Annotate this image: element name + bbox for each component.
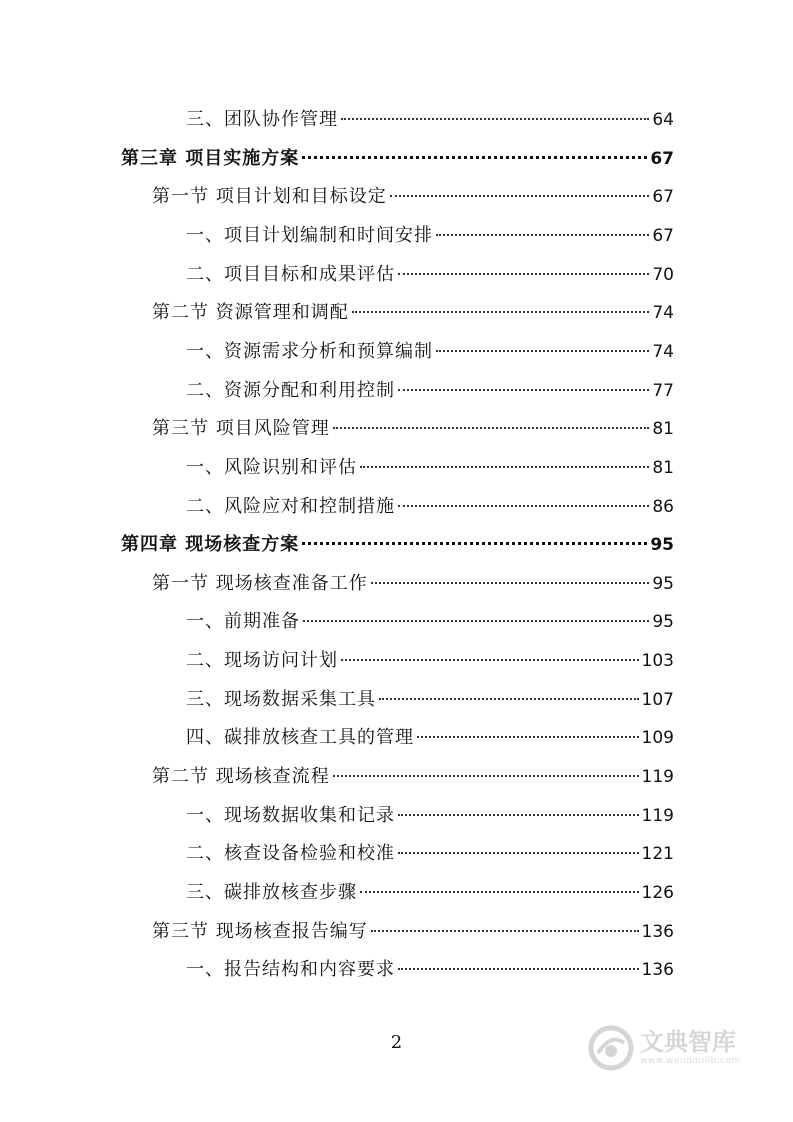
toc-entry-item[interactable] <box>186 879 674 907</box>
toc-dot-leader <box>360 466 649 468</box>
toc-entry-label: 第二节 资源管理和调配 <box>152 302 349 323</box>
toc-dot-leader <box>333 775 639 777</box>
toc-dot-leader <box>360 891 639 893</box>
toc-entry-label: 第三章 项目实施方案 <box>121 148 300 169</box>
toc-entry-page-number: 67 <box>652 226 674 246</box>
toc-entry-item[interactable] <box>186 493 674 521</box>
toc-entry-page-number: 136 <box>641 922 674 942</box>
watermark <box>588 1018 768 1078</box>
toc-entry-label: 三、碳排放核查步骤 <box>186 882 357 903</box>
toc-entry-label: 第一节 项目计划和目标设定 <box>152 186 387 207</box>
toc-dot-leader <box>341 659 639 661</box>
toc-entry-label: 二、风险应对和控制措施 <box>186 496 395 517</box>
toc-entry-page-number: 119 <box>641 806 674 826</box>
toc-entry-page-number: 67 <box>652 187 674 207</box>
toc-dot-leader <box>398 505 649 507</box>
toc-entry-page-number: 109 <box>641 728 674 748</box>
toc-entry-label: 二、核查设备检验和校准 <box>186 843 395 864</box>
toc-entry-page-number: 64 <box>652 110 674 130</box>
toc-entry-page-number: 95 <box>650 535 674 555</box>
toc-dot-leader <box>352 311 650 313</box>
toc-entry-page-number: 70 <box>652 265 674 285</box>
toc-dot-leader <box>398 968 639 970</box>
toc-entry-page-number: 86 <box>652 497 674 517</box>
toc-entry-item[interactable] <box>186 106 674 134</box>
toc-entry-label: 一、资源需求分析和预算编制 <box>186 341 433 362</box>
toc-dot-leader <box>302 156 647 159</box>
toc-dot-leader <box>379 698 639 700</box>
toc-entry-page-number: 74 <box>652 342 674 362</box>
toc-dot-leader <box>417 736 639 738</box>
toc-entry-label: 第一节 现场核查准备工作 <box>152 573 368 594</box>
toc-entry-label: 第三节 项目风险管理 <box>152 418 330 439</box>
toc-entry-section[interactable] <box>152 570 674 598</box>
toc-entry-page-number: 103 <box>641 651 674 671</box>
toc-entry-label: 四、碳排放核查工具的管理 <box>186 727 414 748</box>
toc-entry-label: 第二节 现场核查流程 <box>152 766 330 787</box>
toc-dot-leader <box>341 118 649 120</box>
toc-entry-label: 第三节 现场核查报告编写 <box>152 921 368 942</box>
toc-entry-section[interactable] <box>152 918 674 946</box>
toc-entry-page-number: 95 <box>652 574 674 594</box>
toc-entry-chapter[interactable] <box>121 145 674 173</box>
toc-entry-label: 第四章 现场核查方案 <box>121 534 300 555</box>
toc-entry-section[interactable] <box>152 415 674 443</box>
toc-dot-leader <box>390 195 650 197</box>
toc-entry-item[interactable] <box>186 222 674 250</box>
toc-dot-leader <box>302 542 647 545</box>
toc-entry-label: 一、报告结构和内容要求 <box>186 959 395 980</box>
toc-entry-page-number: 121 <box>641 844 674 864</box>
toc-entry-page-number: 74 <box>652 303 674 323</box>
watermark-url: www.wendoulib.com <box>640 1056 741 1066</box>
toc-entry-label: 一、项目计划编制和时间安排 <box>186 225 433 246</box>
toc-entry-label: 一、现场数据收集和记录 <box>186 805 395 826</box>
toc-entry-page-number: 77 <box>652 381 674 401</box>
toc-entry-item[interactable] <box>186 647 674 675</box>
toc-entry-item[interactable] <box>186 377 674 405</box>
toc-entry-page-number: 95 <box>652 612 674 632</box>
toc-entry-chapter[interactable] <box>121 531 674 559</box>
toc-entry-page-number: 81 <box>652 419 674 439</box>
toc-entry-item[interactable] <box>186 261 674 289</box>
toc-entry-item[interactable] <box>186 840 674 868</box>
toc-entry-label: 一、前期准备 <box>186 611 300 632</box>
toc-dot-leader <box>371 582 650 584</box>
toc-entry-label: 二、项目目标和成果评估 <box>186 264 395 285</box>
toc-entry-label: 二、资源分配和利用控制 <box>186 380 395 401</box>
toc-entry-label: 三、现场数据采集工具 <box>186 689 376 710</box>
toc-entry-page-number: 119 <box>641 767 674 787</box>
toc-dot-leader <box>398 273 649 275</box>
toc-entry-item[interactable] <box>186 956 674 984</box>
toc-entry-section[interactable] <box>152 183 674 211</box>
toc-dot-leader <box>371 930 639 932</box>
toc-dot-leader <box>398 852 639 854</box>
toc-dot-leader <box>303 620 649 622</box>
toc-entry-page-number: 126 <box>641 883 674 903</box>
toc-entry-item[interactable] <box>186 724 674 752</box>
toc-dot-leader <box>436 350 649 352</box>
toc-entry-page-number: 107 <box>641 690 674 710</box>
toc-entry-label: 三、团队协作管理 <box>186 109 338 130</box>
toc-entry-item[interactable] <box>186 802 674 830</box>
watermark-text: 文典智库 <box>640 1028 736 1056</box>
toc-dot-leader <box>333 427 650 429</box>
toc-entry-section[interactable] <box>152 299 674 327</box>
toc-entry-label: 二、现场访问计划 <box>186 650 338 671</box>
toc-entry-section[interactable] <box>152 763 674 791</box>
toc-entry-page-number: 136 <box>641 960 674 980</box>
toc-entry-page-number: 81 <box>652 458 674 478</box>
toc-entry-label: 一、风险识别和评估 <box>186 457 357 478</box>
toc-entry-item[interactable] <box>186 686 674 714</box>
toc-entry-page-number: 67 <box>650 149 674 169</box>
toc-dot-leader <box>436 234 649 236</box>
toc-entry-item[interactable] <box>186 454 674 482</box>
toc-dot-leader <box>398 389 649 391</box>
page-number: 2 <box>390 1032 403 1053</box>
watermark-logo-icon <box>588 1025 634 1071</box>
toc-entry-item[interactable] <box>186 338 674 366</box>
toc-entry-item[interactable] <box>186 608 674 636</box>
toc-dot-leader <box>398 814 639 816</box>
